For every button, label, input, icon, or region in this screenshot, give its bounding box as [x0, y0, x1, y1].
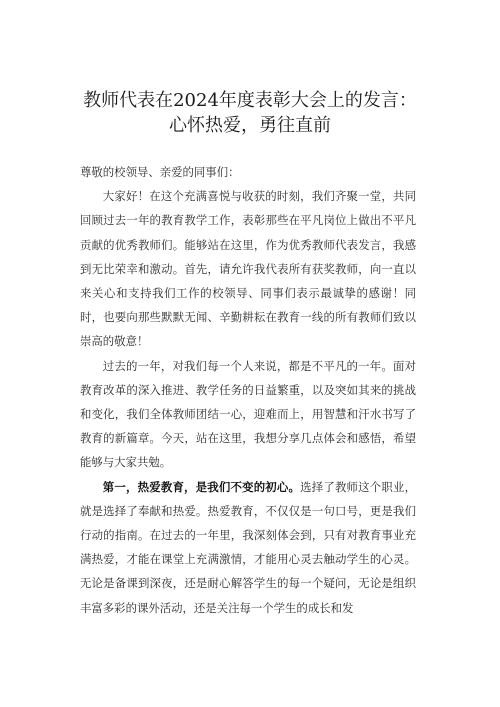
- paragraph-3-rest: 选择了教师这个职业，就是选择了奉献和热爱。热爱教育，不仅仅是一句口号，更是我们行动的指南。在过去的一年里，我深刻体会到，只有对教育事业充满热爱，才能在课堂上充满激情，才能用心灵去触动学生的心灵。无论是备课到深夜，还是耐心解答学生的每一个疑问，无论是组织丰富多彩的课外活动，还是关注每一个学生的成长和发: [80, 479, 416, 615]
- paragraph-3-lead: 第一，热爱教育，是我们不变的初心。: [102, 479, 301, 494]
- paragraph-1: 大家好！在这个充满喜悦与收获的时刻，我们齐聚一堂，共同回顾过去一年的教育教学工作，表彰那些在平凡岗位上做出不平凡贡献的优秀教师们。能够站在这里，作为优秀教师代表发言，我感到无比荣幸和激动。首先，请允许我代表所有获奖教师，向一直以来关心和支持我们工作的校领导、同事们表示最诚挚的感谢！同时，也要向那些默默无闻、辛勤耕耘在教育一线的所有教师们致以崇高的敬意！: [80, 189, 416, 349]
- title-line-1: 教师代表在2024年度表彰大会上的发言：: [83, 90, 417, 111]
- paragraph-3: [80, 475, 416, 620]
- paragraph-2: 过去的一年，对我们每一个人来说，都是不平凡的一年。面对教育改革的深入推进、教学任务的日益繁重，以及突如其来的挑战和变化，我们全体教师团结一心，迎难而上，用智慧和汗水书写了教育的新篇章。今天，站在这里，我想分享几点体会和感悟，希望能够与大家共勉。: [80, 358, 416, 470]
- document-body: [80, 160, 416, 620]
- salutation: 尊敬的校领导、亲爱的同事们：: [80, 165, 240, 179]
- document-title: [60, 88, 440, 138]
- title-line-2: 心怀热爱，勇往直前: [169, 115, 331, 136]
